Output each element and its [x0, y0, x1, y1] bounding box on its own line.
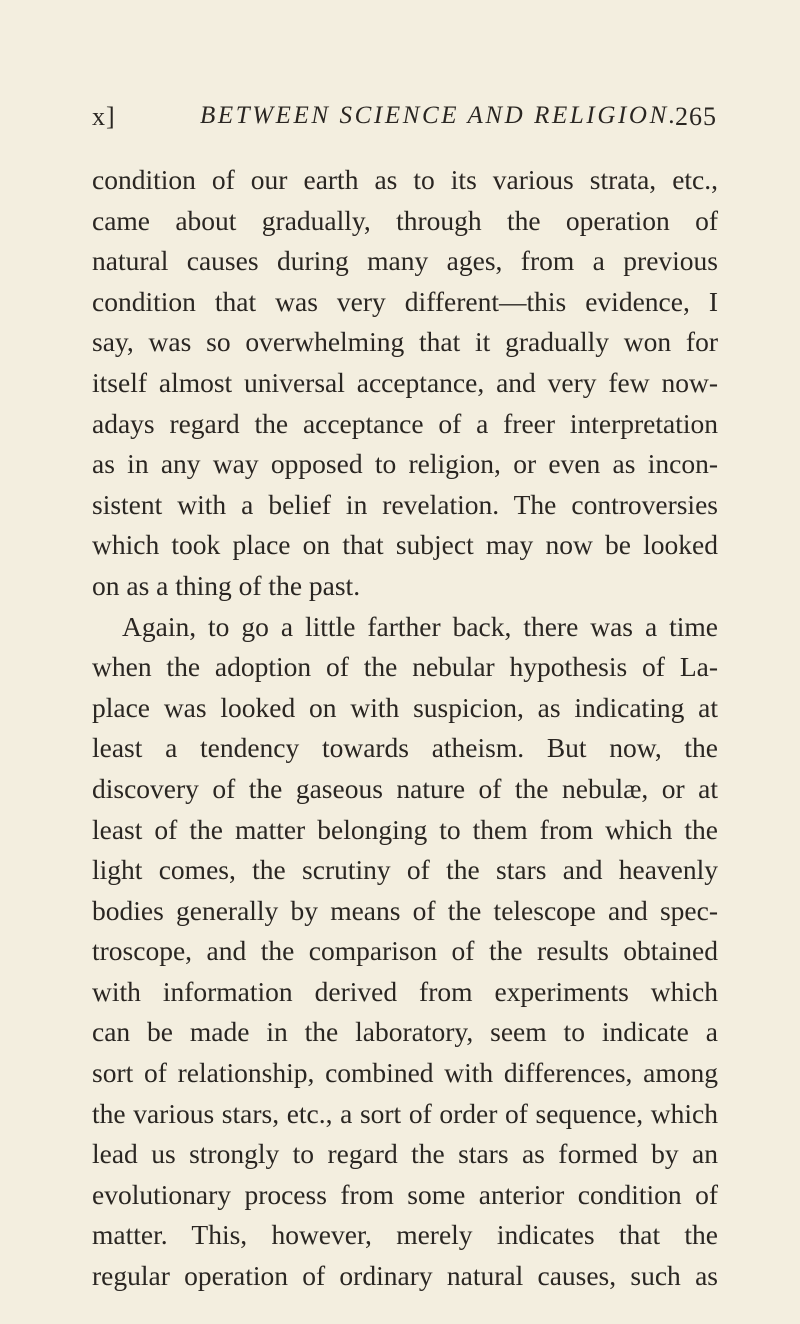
text-line: came about gradually, through the operation of — [92, 204, 718, 236]
text-line: the various stars, etc., a sort of order of sequence, which — [92, 1097, 718, 1129]
text-line: as in any way opposed to religion, or even as incon- — [92, 448, 718, 480]
text-line: sort of relationship, combined with differences, among — [92, 1057, 718, 1089]
text-line: place was looked on with suspicion, as indicating at — [92, 691, 718, 723]
text-line: discovery of the gaseous nature of the nebulæ, or at — [92, 772, 718, 804]
text-line: say, was so overwhelming that it gradually won for — [92, 326, 718, 358]
text-line: can be made in the laboratory, seem to indicate a — [92, 1016, 718, 1048]
text-line: which took place on that subject may now be looked — [92, 529, 718, 561]
text-line: with information derived from experiments which — [92, 975, 718, 1007]
page-number: 265 — [675, 102, 717, 131]
running-title: BETWEEN SCIENCE AND RELIGION. — [200, 102, 678, 129]
text-line: adays regard the acceptance of a freer interpretation — [92, 407, 718, 439]
text-line: least a tendency towards atheism. But now, the — [92, 732, 718, 764]
chapter-number: x] — [92, 102, 116, 131]
text-line: bodies generally by means of the telescope and spec- — [92, 894, 718, 926]
text-line: least of the matter belonging to them from which the — [92, 813, 718, 845]
text-line: matter. This, however, merely indicates that the — [92, 1219, 718, 1251]
text-line: light comes, the scrutiny of the stars and heavenly — [92, 854, 718, 886]
paragraph-start-line: Again, to go a little farther back, there was a time — [122, 610, 718, 642]
text-line: regular operation of ordinary natural causes, such as — [92, 1260, 718, 1292]
text-line: when the adoption of the nebular hypothesis of La- — [92, 651, 718, 683]
text-line: itself almost universal acceptance, and very few now- — [92, 366, 718, 398]
text-line: condition of our earth as to its various strata, etc., — [92, 164, 718, 195]
text-line: sistent with a belief in revelation. The controversies — [92, 488, 718, 520]
paragraph-end-line: on as a thing of the past. — [92, 569, 361, 601]
text-line: evolutionary process from some anterior condition of — [92, 1178, 718, 1210]
text-line: troscope, and the comparison of the results obtained — [92, 935, 718, 967]
text-line: lead us strongly to regard the stars as formed by an — [92, 1138, 718, 1170]
text-line: condition that was very different—this evidence, I — [92, 285, 718, 317]
body-text — [92, 160, 718, 1297]
text-line: natural causes during many ages, from a previous — [92, 245, 718, 277]
running-header — [92, 102, 717, 136]
